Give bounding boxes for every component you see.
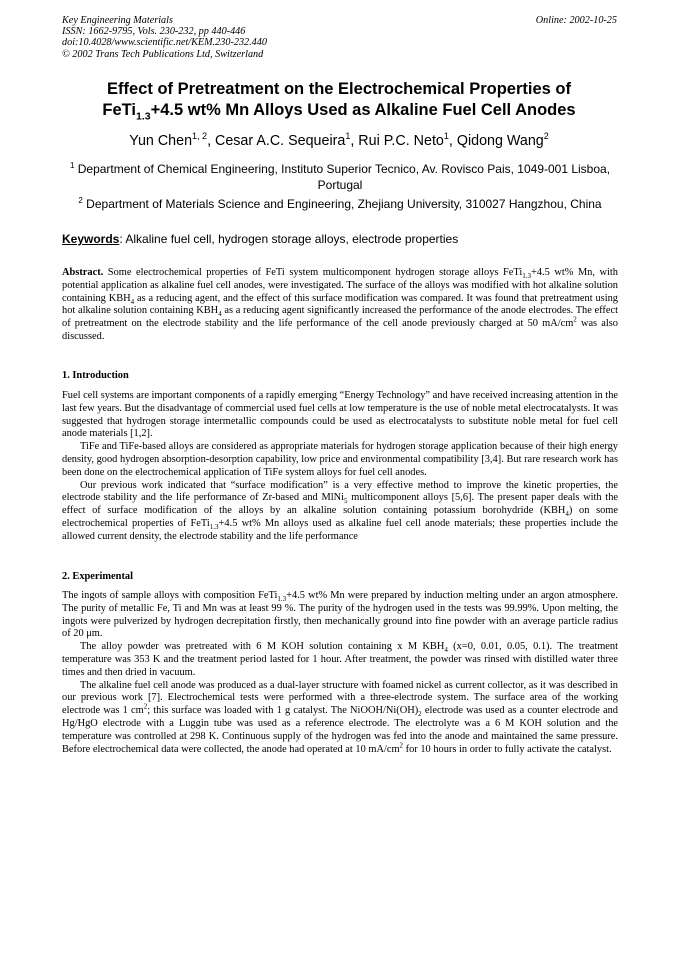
affiliation-text: Department of Chemical Engineering, Instituto Superior Tecnico, Av. Rovisco Pais, 1049-001 Lisboa, Portugal [74,162,611,192]
journal-name: Key Engineering Materials [62,15,173,26]
paragraph [62,680,618,757]
affiliation-1 [62,161,618,193]
title-subscript: 1.3 [136,110,151,123]
paragraph-text: for 10 hours in order to fully activate the catalyst. [403,743,612,755]
subscript: 5 [344,497,348,506]
subscript: 1.3 [209,523,219,532]
abstract-text: was also discussed. [62,318,618,342]
subscript: 1.3 [277,595,287,604]
section-heading-experimental: 2. Experimental [62,571,133,582]
copyright-line: © 2002 Trans Tech Publications Ltd, Switzerland [62,48,264,60]
journal-header [62,15,617,60]
paragraph [62,480,618,544]
section-heading-introduction: 1. Introduction [62,370,129,381]
paragraph-text: The ingots of sample alloys with composition FeTi [62,590,278,601]
affiliation-2 [62,196,618,212]
section-introduction [62,390,618,544]
title-formula: FeTi [102,101,136,119]
abstract-superscript: 2 [573,315,577,324]
abstract [62,267,618,344]
abstract-subscript: 4 [130,297,135,306]
paragraph-text: ) on some electrochemical properties of FeTi [62,505,618,529]
paragraph [62,590,618,641]
author-affil-mark: 1, 2 [192,131,208,142]
issn-line: ISSN: 1662-9795, Vols. 230-232, pp 440-446 [62,26,246,38]
paragraph-text: Our previous work indicated that “surface modification” is a very effective method to improve the kinetic properties, the electrode stability and the life performance of Zr-based and MlNi [62,479,618,504]
paragraph-text: +4.5 wt% Mn were prepared by induction melting under an argon atmosphere. The purity of metallic Fe, Ti and Mn was at least 99 %. The purity of the hydrogen used in the tests was 99.99%. Upon melting, the ingots were pulverized by hydrogen decrepitation firstly, then mechanically ground into fine powder with an average particle radius of 20 μm. [62,590,618,640]
title-line-2 [40,100,638,121]
author-name: , Rui P.C. Neto [350,133,444,149]
abstract-label: Abstract. [62,267,104,278]
title-line-1: Effect of Pretreatment on the Electrochemical Properties of [107,80,571,98]
abstract-text: as a reducing agent significantly increased the performance of the anode electrodes. The effect of pretreatment on the electrode stability and the life performance of the cell anode previously charged at 50 mA/cm [62,305,618,330]
author-affil-mark: 1 [443,131,449,142]
author-name: Yun Chen [129,133,193,149]
paragraph: TiFe and TiFe-based alloys are considered as appropriate materials for hydrogen storage application because of their high energy density, good hydrogen absorption-desorption capability, low price and environmental compatibility [3,4]. But rare research work has been done on the electrochemical application of TiFe system alloys for fuel cell anodes. [62,441,618,478]
affiliation-mark: 2 [78,196,83,205]
paragraph-text: The alloy powder was pretreated with 6 M KOH solution containing x M KBH [80,641,445,653]
abstract-subscript: 4 [218,310,222,319]
doi-line: doi:10.4028/www.scientific.net/KEM.230-232.440 [62,37,267,49]
paragraph [62,641,618,679]
paragraph-text: +4.5 wt% Mn alloys used as alkaline fuel cell anode materials; these properties include the allowed current density, the electrode stability and the life performance [62,517,618,542]
section-experimental [62,590,618,756]
superscript: 2 [143,702,148,711]
paragraph: Fuel cell systems are important components of a rapidly emerging “Energy Technology” and have received increasing attention in the last few years. But the disadvantage of commercial used fuel cells at low temperature is the use of noble metal electrocatalysts. It was suggested that hydrogen storage intermetallic compounds could be used as electrocatalysts to substitute noble metal for fuel cell anode materials [1,2]. [62,390,618,440]
title-line-2-rest: +4.5 wt% Mn Alloys Used as Alkaline Fuel Cell Anodes [150,101,576,119]
paragraph-text: electrode was used as a counter electrode and Hg/HgO electrode with a Luggin tube was used as a reference electrode. The electrolyte was a 6 M KOH solution and the temperature was controlled at 298 K. Continuous supply of the hydrogen was fed into the anode and maintained the same pressure. Before electrochemical data were collected, the anode had operated at 10 mA/cm [62,705,618,755]
author-affil-mark: 1 [345,131,351,142]
keywords-label: Keywords [62,232,120,246]
subscript: 2 [418,710,422,719]
subscript: 4 [444,646,448,655]
affiliation-mark: 1 [69,161,75,170]
keywords-text: : Alkaline fuel cell, hydrogen storage alloys, electrode properties [119,232,459,246]
abstract-text: +4.5 wt% Mn, with potential application as alkaline fuel cell anodes, were investigated. The surface of the alloys was modified with hot alkaline solution containing KBH [62,267,618,304]
author-name: , Qidong Wang [448,133,544,149]
paragraph-text: multicomponent alloys [5,6]. The present paper deals with the effect of surface modification of the alloys by an alkaline solution containing potassium borohydride (KBH [62,492,618,517]
keywords [62,231,618,247]
author-name: , Cesar A.C. Sequeira [207,133,346,149]
subscript: 4 [565,510,569,519]
online-date: Online: 2002-10-25 [535,15,617,26]
abstract-text: as a reducing agent, and the effect of this surface modification was compared. It was found that pretreatment using hot alkaline solution containing KBH [62,292,618,317]
paragraph-text: (x=0, 0.01, 0.05, 0.1). The treatment temperature was 353 K and the treatment period lasted for 1 hour. After treatment, the powder was rinsed with distilled water three times and then dried in vacuum. [62,641,618,678]
affiliation-text: Department of Materials Science and Engineering, Zhejiang University, 310027 Hangzhou, China [82,197,602,211]
paragraph-text: ; this surface was loaded with 1 g catalyst. The NiOOH/Ni(OH) [147,705,419,717]
paper-title [40,79,638,121]
superscript: 2 [399,741,404,750]
author-list [40,132,638,150]
abstract-subscript: 1.3 [522,272,531,281]
abstract-text: Some electrochemical properties of FeTi system multicomponent hydrogen storage alloys FeTi [103,267,523,278]
paragraph-text: The alkaline fuel cell anode was produced as a dual-layer structure with foamed nickel as current collector, as it was described in our previous work [7]. Electrochemical tests were performed with a three-electrode system. The surface area of the working electrode was 1 cm [62,679,618,717]
author-affil-mark: 2 [543,131,549,142]
